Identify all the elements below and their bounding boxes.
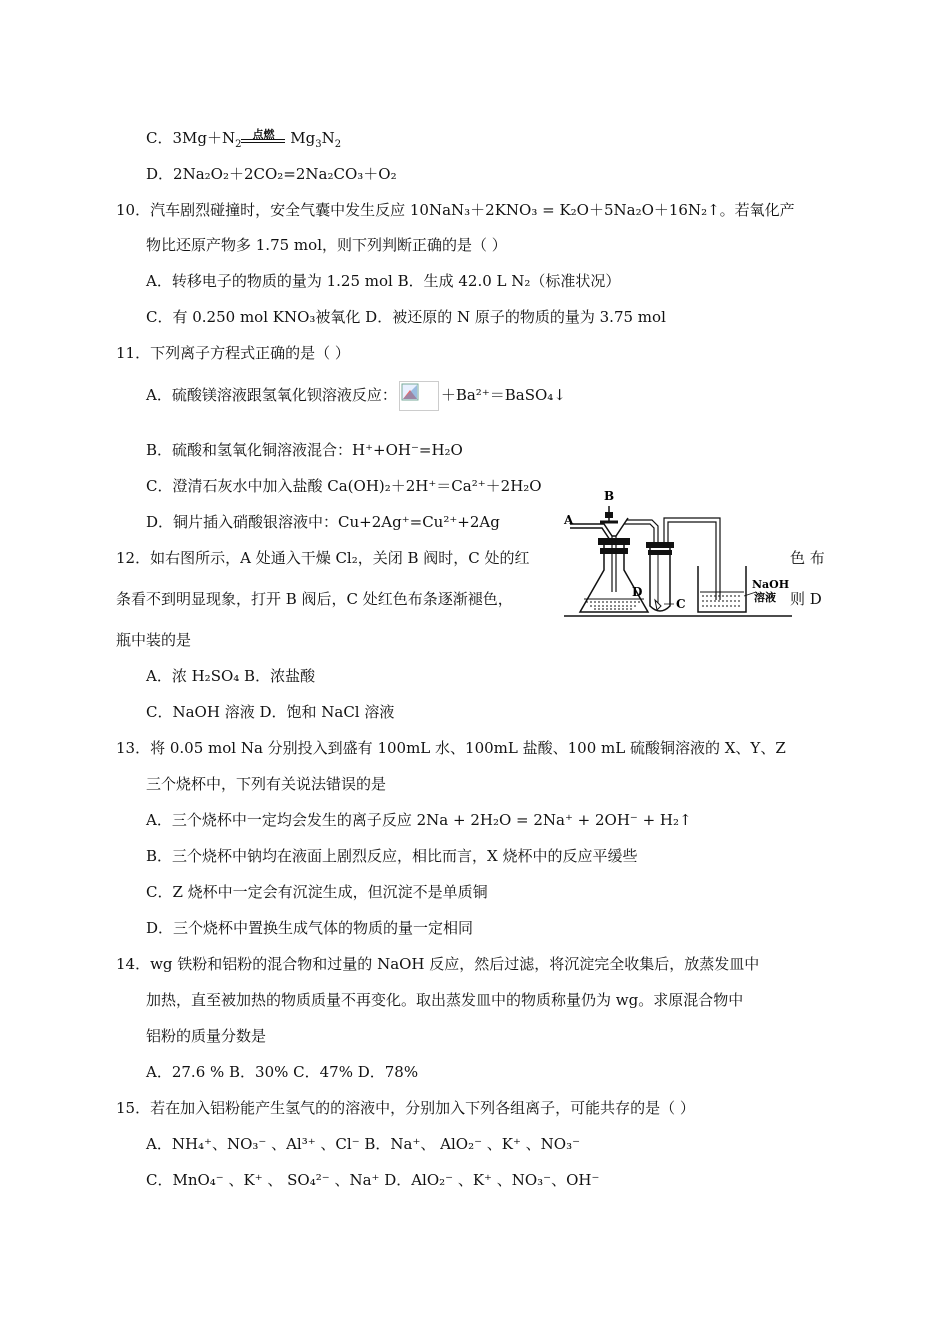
question-10-stem-cont: 物比还原产物多 1.75 mol，则下列判断正确的是（ ） (146, 236, 507, 254)
question-12-stem-cont-right: 则 D (790, 590, 822, 608)
question-12-stem-right: 色 布 (790, 549, 825, 567)
gas-apparatus-diagram (560, 488, 792, 624)
option-11a: A．硫酸镁溶液跟氢氧化钡溶液反应： ＋Ba²⁺＝BaSO₄↓ (146, 381, 566, 411)
option-13c: C．Z 烧杯中一定会有沉淀生成，但沉淀不是单质铜 (146, 883, 488, 901)
label-a: A (564, 513, 574, 527)
option-11c: C．澄清石灰水中加入盐酸 Ca(OH)₂＋2H⁺＝Ca²⁺＋2H₂O (146, 477, 542, 495)
question-10-options-cd: C．有 0.250 mol KNO₃被氧化 D．被还原的 N 原子的物质的量为 3.75 mol (146, 308, 666, 326)
question-11-stem: 11．下列离子方程式正确的是（ ） (116, 344, 350, 362)
question-15-options-ab: A．NH₄⁺、NO₃⁻ 、Al³⁺ 、Cl⁻ B．Na⁺、 AlO₂⁻ 、K⁺ 、NO₃⁻ (146, 1135, 581, 1153)
label-naoh: NaOH (752, 578, 790, 591)
question-14-stem-end: 铝粉的质量分数是 (146, 1027, 267, 1045)
question-14-stem: 14．wg 铁粉和铝粉的混合物和过量的 NaOH 反应，然后过滤，将沉淀完全收集后，放蒸发皿中 (116, 955, 760, 973)
label-b: B (604, 489, 615, 503)
question-12-stem-cont: 条看不到明显现象，打开 B 阀后，C 处红色布条逐渐褪色， (116, 590, 513, 608)
option-13a: A．三个烧杯中一定均会发生的离子反应 2Na + 2H₂O = 2Na⁺ + 2OH⁻ + H₂↑ (146, 811, 692, 829)
question-15-options-cd: C．MnO₄⁻ 、K⁺ 、 SO₄²⁻ 、Na⁺ D．AlO₂⁻ 、K⁺ 、NO₃⁻、OH⁻ (146, 1171, 600, 1189)
question-15-stem: 15．若在加入铝粉能产生氢气的的溶液中，分别加入下列各组离子，可能共存的是（ ） (116, 1099, 695, 1117)
option-9d: D．2Na₂O₂＋2CO₂=2Na₂CO₃＋O₂ (146, 165, 397, 183)
question-10-options-ab: A．转移电子的物质的量为 1.25 mol B．生成 42.0 L N₂（标准状况） (146, 272, 621, 290)
question-12-options-cd: C．NaOH 溶液 D．饱和 NaCl 溶液 (146, 703, 395, 721)
broken-image-icon (399, 381, 439, 411)
question-12-stem-end: 瓶中装的是 (116, 631, 192, 649)
question-13-stem-cont: 三个烧杯中，下列有关说法错误的是 (146, 775, 387, 793)
reaction-arrow-ignite: 点燃 (241, 139, 285, 148)
question-12-options-ab: A．浓 H₂SO₄ B．浓盐酸 (146, 667, 316, 685)
option-13b: B．三个烧杯中钠均在液面上剧烈反应，相比而言，X 烧杯中的反应平缓些 (146, 847, 638, 865)
option-11b: B．硫酸和氢氧化铜溶液混合：H⁺+OH⁻=H₂O (146, 441, 463, 459)
option-13d: D．三个烧杯中置换生成气体的物质的量一定相同 (146, 919, 474, 937)
option-9c: C．$3Mg+N_2$ 点燃 $Mg_3N_2$ (146, 128, 342, 150)
question-13-stem: 13．将 0.05 mol Na 分别投入到盛有 100mL 水、100mL 盐酸、100 mL 硫酸铜溶液的 X、Y、Z (116, 739, 786, 757)
question-14-stem-cont: 加热，直至被加热的物质质量不再变化。取出蒸发皿中的物质称量仍为 wg。求原混合物中 (146, 991, 744, 1009)
label-solution: 溶液 (754, 591, 776, 604)
question-12-stem: 12．如右图所示，A 处通入干燥 Cl₂，关闭 B 阀时，C 处的红 (116, 549, 530, 567)
option-11d: D．铜片插入硝酸银溶液中：Cu+2Ag⁺=Cu²⁺+2Ag (146, 513, 500, 531)
label-c: C (676, 597, 686, 611)
question-14-options: A．27.6 % B．30% C．47% D．78% (146, 1063, 419, 1081)
question-10-stem: 10．汽车剧烈碰撞时，安全气囊中发生反应 10NaN₃＋2KNO₃ = K₂O＋5Na₂O＋16N₂↑。若氧化产 (116, 201, 795, 219)
label-d: D (632, 585, 643, 599)
